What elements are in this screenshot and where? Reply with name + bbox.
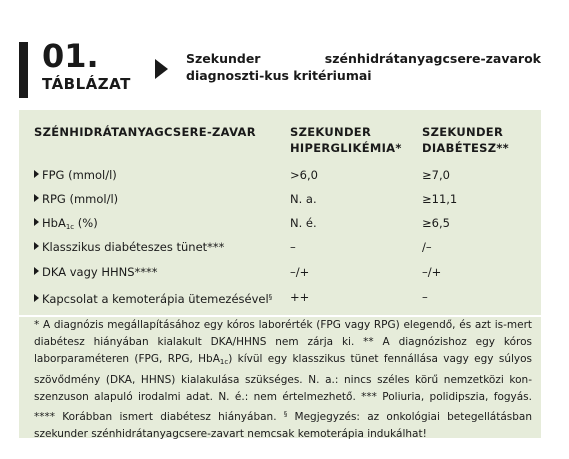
row-label: Kapcsolat a kemoterápia ütemezésével§	[34, 287, 272, 309]
col-header-hyperglycemia	[290, 124, 402, 156]
col-header-hyperglycemia-line1: SZEKUNDER	[290, 125, 372, 139]
accent-bar	[19, 42, 28, 98]
row-value-hyperglycemia: –	[290, 240, 296, 254]
table-label: TÁBLÁZAT	[42, 75, 131, 93]
arrow-right-icon	[155, 59, 168, 79]
table-row	[34, 287, 534, 307]
row-value-diabetes: –/+	[422, 265, 442, 279]
row-value-hyperglycemia: N. a.	[290, 192, 317, 206]
footnote: * A diagnózis megállapításához egy kóros laborérték (FPG vagy RPG) elegendő, és azt is-mert diabétesz hiányában kialakult DKA/HHNS nem zárja ki. ** A diagnózishoz egy kóros laborparaméteren (FPG, RPG, HbA$_{1c}$) kívül egy klasszikus tünet fennállása vagy egy súlyos szövődmény (DKA, HHNS) kialakulása szükséges. N. a.: nincs széles körű nemzetközi kon-szenzuson alapuló irodalmi adat. N. é.: nem értelmezhető. *** Poliuria, polidipszia, fogyás. **** Korábban ismert diabétesz hiányában. § Megjegyzés: az onkológiai betegellátásban szekunder szénhidrátanyagcsere-zavart nemcsak kemoterápia indukálhat!	[34, 319, 532, 441]
bullet-triangle-icon	[34, 294, 39, 302]
col-header-hyperglycemia-line2: HIPERGLIKÉMIA*	[290, 141, 402, 155]
bullet-triangle-icon	[34, 242, 39, 250]
row-value-diabetes: –	[422, 290, 428, 304]
col-header-diabetes-line2: DIABÉTESZ**	[422, 141, 509, 155]
row-value-hyperglycemia: ++	[290, 290, 310, 304]
row-label: DKA vagy HHNS****	[34, 262, 158, 282]
row-value-hyperglycemia: –/+	[290, 265, 310, 279]
row-label: FPG (mmol/l)	[34, 165, 117, 185]
bullet-triangle-icon	[34, 267, 39, 275]
bullet-triangle-icon	[34, 218, 39, 226]
row-value-diabetes: /–	[422, 240, 432, 254]
row-label: RPG (mmol/l)	[34, 189, 118, 209]
row-value-diabetes: ≥7,0	[422, 168, 450, 182]
col-header-diabetes-line1: SZEKUNDER	[422, 125, 504, 139]
col-header-diabetes	[422, 124, 509, 156]
col-header-disorder: SZÉNHIDRÁTANYAGCSERE-ZAVAR	[34, 125, 256, 139]
row-label: HbA$_{1c}$ (%)	[34, 213, 98, 237]
bullet-triangle-icon	[34, 194, 39, 202]
table-row	[34, 237, 534, 257]
table-row	[34, 262, 534, 282]
row-value-hyperglycemia: >6,0	[290, 168, 318, 182]
table-row	[34, 189, 534, 209]
table-title: Szekunder szénhidrátanyagcsere-zavarok diagnoszti-kus kritériumai	[186, 51, 541, 83]
row-value-diabetes: ≥11,1	[422, 192, 458, 206]
table-row	[34, 165, 534, 185]
row-value-hyperglycemia: N. é.	[290, 216, 317, 230]
table-row	[34, 213, 534, 233]
row-label: Klasszikus diabéteszes tünet***	[34, 237, 224, 257]
bullet-triangle-icon	[34, 170, 39, 178]
table-number: 01.	[42, 37, 99, 75]
row-value-diabetes: ≥6,5	[422, 216, 450, 230]
